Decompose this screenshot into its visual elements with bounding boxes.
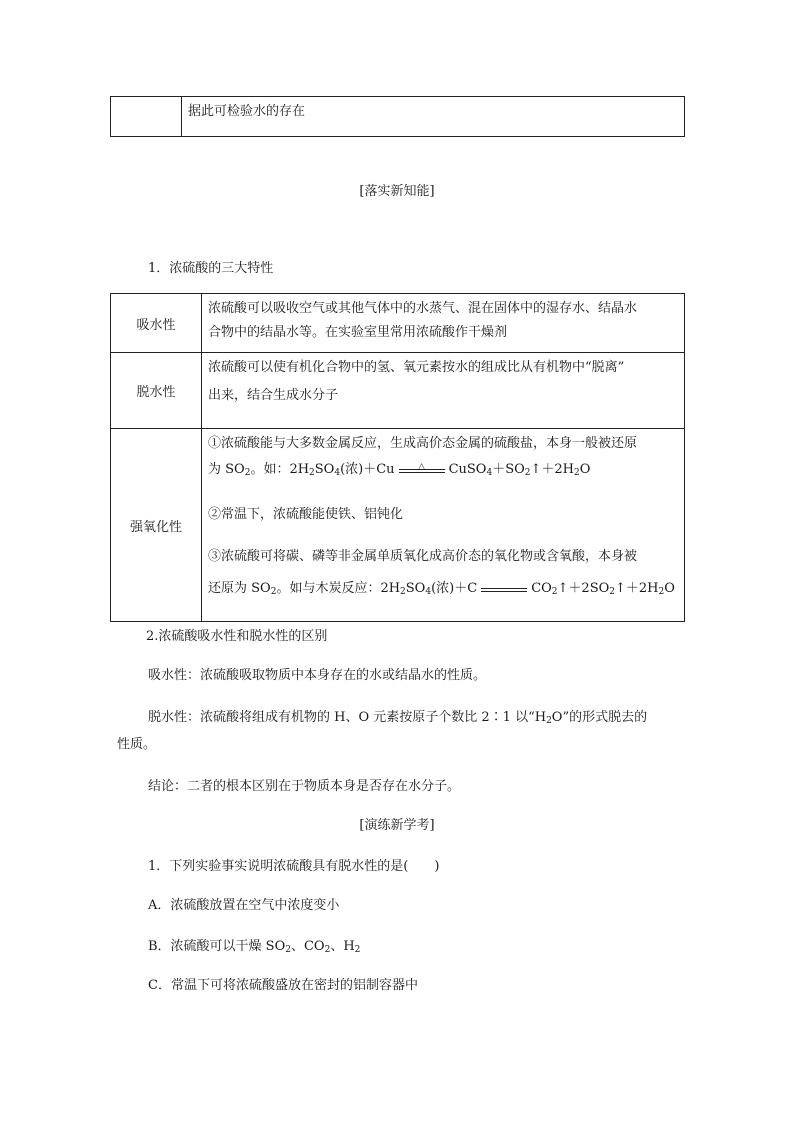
label-dehydrate [111,353,202,429]
absorb-definition: 吸水性：浓硫酸吸取物质中本身存在的水或结晶水的性质。 [148,668,487,683]
label-oxidize-text: 强氧化性 [129,519,182,535]
option-b: B．浓硫酸可以干燥 $SO_2$、$CO_2$、$H_2$ [148,939,361,955]
top-table-left-cell [111,97,182,137]
label-dehydrate-text: 脱水性 [136,385,176,400]
label-oxidize [111,429,202,622]
dehydrate-definition-cont: 性质。 [117,737,157,752]
oxidize-content [202,429,685,622]
equals-sign [481,582,527,596]
oxidize-p1-line2: 为 $SO_2$。如：$2H_2SO_4$(浓)＋Cu △ $CuSO_4+SO_2↑+2H_2O$ [208,461,591,478]
dehydrate-content [202,353,685,429]
label-absorb [111,294,202,353]
top-table-right-cell [182,97,685,137]
top-table-text: 据此可检验水的存在 [188,104,306,119]
option-c: C．常温下可将浓硫酸盛放在密封的铝制容器中 [148,978,418,993]
conclusion: 结论：二者的根本区别在于物质本身是否存在水分子。 [148,779,461,794]
option-a: A．浓硫酸放置在空气中浓度变小 [148,898,340,913]
heat-equals-sign: △ [399,463,445,477]
absorb-line-2: 合物中的结晶水等。在实验室里常用浓硫酸作干燥剂 [208,325,508,340]
dehydrate-line-1: 浓硫酸可以使有机化合物中的氢、氧元素按水的组成比从有机物中“脱离” [208,360,625,375]
dehydrate-line-2: 出来，结合生成水分子 [208,388,339,403]
oxidize-p3-line2: 还原为 $SO_2$。如与木炭反应：$2H_2SO_4$(浓)＋C $CO_2↑+2SO_2↑+2H_2O$ [208,581,675,597]
section-title-1: [落实新知能] [359,184,435,199]
question-1: 1．下列实验事实说明浓硫酸具有脱水性的是( ) [148,859,440,874]
label-absorb-text: 吸水性 [136,317,176,333]
properties-table [110,293,685,622]
heading-1: 1．浓硫酸的三大特性 [148,261,274,276]
oxidize-p1-line1: ①浓硫酸能与大多数金属反应，生成高价态金属的硫酸盐，本身一般被还原 [208,436,638,451]
oxidize-p2: ②常温下，浓硫酸能使铁、铝钝化 [208,507,404,522]
absorb-line-1: 浓硫酸可以吸收空气或其他气体中的水蒸气、混在固体中的湿存水、结晶水 [208,301,638,316]
section-title-2: [演练新学考] [359,818,435,833]
heading-2: 2.浓硫酸吸水性和脱水性的区别 [146,629,328,644]
dehydrate-definition: 脱水性：浓硫酸将组成有机物的 H、O 元素按原子个数比 2∶1 以“$H_2O$”的形式脱去的 [148,710,648,726]
absorb-content [202,294,685,353]
oxidize-p3-line1: ③浓硫酸可将碳、磷等非金属单质氧化成高价态的氧化物或含氧酸，本身被 [208,549,638,564]
top-table [110,96,685,137]
